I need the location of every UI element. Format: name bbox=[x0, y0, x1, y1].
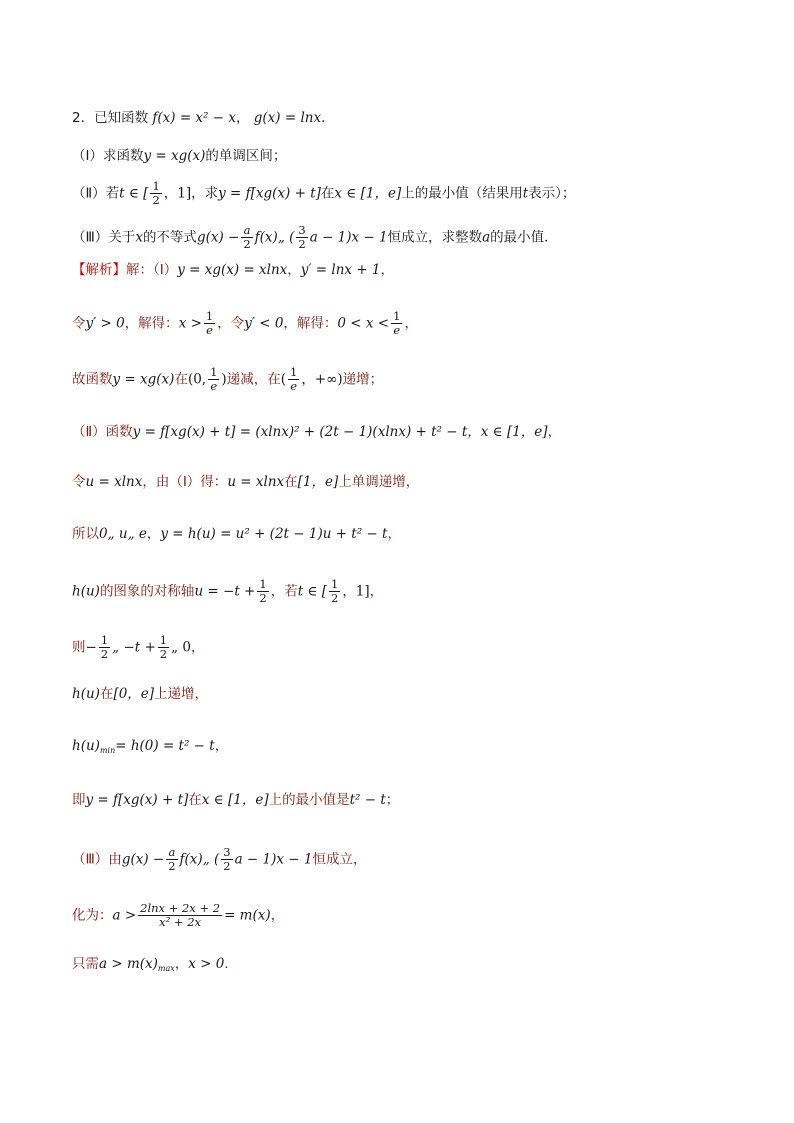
math-var: a bbox=[482, 229, 491, 246]
math-expr: u = −t + bbox=[194, 583, 256, 600]
solution-line-9 bbox=[72, 684, 208, 704]
solution-text: 上的最小值是 bbox=[268, 792, 350, 808]
solution-text: 故函数 bbox=[72, 371, 113, 388]
math-expr: 0 < x < bbox=[337, 315, 390, 332]
solution-line-7 bbox=[72, 578, 383, 605]
denominator: e bbox=[206, 323, 213, 337]
fraction bbox=[221, 846, 232, 873]
fraction bbox=[99, 634, 110, 661]
solution-line-11 bbox=[72, 790, 399, 810]
solution-text: 的图象的对称轴 bbox=[99, 583, 195, 600]
solution-text: （Ⅲ）由 bbox=[72, 851, 122, 868]
solution-text: ，若 bbox=[270, 583, 298, 600]
fraction bbox=[296, 224, 307, 251]
separator: ， bbox=[270, 907, 285, 924]
part-text: 的最小值． bbox=[490, 229, 558, 246]
numerator: 1 bbox=[289, 365, 298, 379]
math-expr: h(u) bbox=[72, 738, 100, 754]
numerator: 3 bbox=[298, 223, 306, 237]
solution-line-3 bbox=[72, 366, 383, 393]
fraction bbox=[158, 634, 169, 661]
solution-text: （Ⅱ）函数 bbox=[72, 424, 133, 440]
denominator: 2 bbox=[223, 859, 231, 873]
solution-text: 即 bbox=[72, 792, 86, 808]
denominator: 2 bbox=[330, 591, 339, 605]
solution-line-14 bbox=[72, 954, 238, 979]
part-text: 恒成立，求整数 bbox=[387, 229, 483, 246]
fraction bbox=[138, 902, 222, 929]
math-expr: y′ = lnx + 1 bbox=[300, 262, 381, 278]
solution-text: ，解得： bbox=[283, 315, 338, 332]
math-expr: ( bbox=[280, 371, 286, 388]
part-text: 上的最小值（结果用 bbox=[401, 185, 523, 202]
solution-text: 在 bbox=[284, 474, 298, 490]
separator: ； bbox=[385, 792, 400, 808]
g-definition: g(x) = lnx bbox=[253, 110, 322, 126]
math-subscript: min bbox=[99, 746, 116, 755]
problem-part-1 bbox=[72, 146, 286, 166]
problem-part-2 bbox=[72, 180, 575, 207]
solution-text: 令 bbox=[72, 315, 86, 332]
solution-text: 递减，在 bbox=[226, 371, 281, 388]
numerator: 1 bbox=[330, 577, 339, 591]
solution-line-6 bbox=[72, 524, 401, 544]
separator: ， bbox=[387, 526, 401, 542]
solution-text: ，令 bbox=[217, 315, 245, 332]
denominator: e bbox=[290, 379, 298, 393]
part-text: 在 bbox=[320, 185, 335, 202]
solution-text: 恒成立， bbox=[312, 851, 367, 868]
solution-text: 在 bbox=[174, 371, 188, 388]
math-expr: g(x) − bbox=[196, 229, 240, 246]
solution-line-8 bbox=[72, 634, 204, 661]
denominator: 2 bbox=[168, 859, 176, 873]
separator: ， bbox=[404, 315, 418, 332]
denominator: 2 bbox=[243, 237, 251, 251]
solution-text: ，由（Ⅰ）得： bbox=[142, 474, 228, 490]
part-label: （Ⅰ） bbox=[72, 148, 103, 164]
solution-text: 上单调递增， bbox=[338, 474, 420, 490]
math-expr: y = xg(x) = xlnx bbox=[177, 262, 288, 278]
math-expr: y = f[xg(x) + t] bbox=[218, 185, 321, 202]
part-text: ，求 bbox=[191, 185, 219, 202]
math-expr: y = f[xg(x) + t] = (xlnx)² + (2t − 1)(xlnx) + t² − t bbox=[132, 424, 468, 440]
problem-statement bbox=[72, 108, 335, 128]
solution-line-5 bbox=[72, 472, 419, 492]
math-expr: „ −t + bbox=[112, 639, 156, 656]
math-expr: [1，e] bbox=[297, 474, 339, 490]
numerator: 1 bbox=[259, 577, 267, 591]
math-expr: ，1] bbox=[342, 583, 370, 600]
math-expr: t ∈ [ bbox=[297, 583, 327, 600]
numerator: 1 bbox=[152, 179, 160, 193]
math-expr: ，x ∈ [1，e] bbox=[467, 424, 548, 440]
solution-line-1 bbox=[72, 260, 394, 280]
math-expr: y = f[xg(x) + t] bbox=[85, 792, 189, 808]
denominator: 2 bbox=[259, 591, 267, 605]
solution-text: 令 bbox=[72, 474, 86, 490]
solution-line-13 bbox=[72, 902, 284, 929]
denominator: x² + 2x bbox=[159, 915, 202, 929]
separator: ， bbox=[214, 738, 229, 754]
numerator: 1 bbox=[159, 633, 168, 647]
problem-part-3 bbox=[72, 224, 558, 251]
part-label: （Ⅱ） bbox=[72, 185, 106, 202]
separator: ， bbox=[235, 110, 250, 126]
math-expr: y = xg(x) bbox=[143, 148, 206, 164]
solution-text: 所以 bbox=[72, 526, 99, 542]
separator: ， bbox=[287, 262, 301, 278]
solution-text: 递增； bbox=[342, 371, 384, 388]
math-expr: ) bbox=[221, 371, 227, 388]
numerator: a bbox=[166, 846, 177, 860]
problem-number: 2． bbox=[72, 110, 95, 126]
solution-text: ，解得： bbox=[124, 315, 179, 332]
fraction bbox=[391, 310, 402, 337]
math-expr: − bbox=[85, 639, 97, 656]
solution-header: 【解析】 bbox=[72, 262, 126, 278]
problem-given-text: 已知函数 bbox=[94, 110, 149, 126]
denominator: 2 bbox=[100, 647, 109, 661]
fraction bbox=[166, 846, 177, 873]
solution-text: 在 bbox=[188, 792, 202, 808]
solution-text: 则 bbox=[72, 639, 86, 656]
part-text: 求函数 bbox=[102, 148, 144, 164]
math-var: x bbox=[135, 229, 143, 246]
fraction bbox=[208, 366, 219, 393]
fraction bbox=[288, 366, 299, 393]
fraction bbox=[329, 578, 340, 605]
part-text: 的不等式 bbox=[142, 229, 197, 246]
math-expr: a > bbox=[112, 907, 137, 924]
fraction bbox=[150, 180, 161, 207]
numerator: 3 bbox=[223, 845, 231, 859]
math-expr: g(x) − bbox=[121, 851, 165, 868]
math-expr: ，1] bbox=[163, 185, 192, 202]
denominator: e bbox=[393, 323, 401, 337]
denominator: 2 bbox=[152, 193, 160, 207]
solution-line-4 bbox=[72, 422, 561, 442]
math-expr: ，+∞) bbox=[301, 371, 343, 388]
math-expr: y = h(u) = u² + (2t − 1)u + t² − t bbox=[160, 526, 388, 542]
math-expr: = h(0) = t² − t bbox=[115, 738, 215, 754]
separator: ， bbox=[146, 526, 161, 542]
math-subscript: max bbox=[157, 964, 175, 973]
solution-text: 在 bbox=[99, 686, 114, 702]
math-expr: a − 1)x − 1 bbox=[309, 229, 388, 246]
numerator: 1 bbox=[205, 309, 214, 323]
math-expr: y′ > 0 bbox=[85, 315, 125, 332]
math-expr: (0, bbox=[187, 371, 207, 388]
numerator: 1 bbox=[393, 309, 401, 323]
part-text: 关于 bbox=[108, 229, 136, 246]
solution-line-2 bbox=[72, 310, 418, 337]
numerator: 1 bbox=[210, 365, 218, 379]
math-expr: f(x)„ ( bbox=[254, 229, 295, 246]
math-expr: t² − t bbox=[349, 792, 386, 808]
denominator: e bbox=[210, 379, 218, 393]
separator: ， bbox=[190, 639, 205, 656]
math-expr: a > m(x) bbox=[99, 956, 158, 972]
math-expr: a − 1)x − 1 bbox=[234, 851, 313, 868]
fraction bbox=[257, 578, 268, 605]
math-expr: t ∈ [ bbox=[119, 185, 149, 202]
math-expr: x > 0 bbox=[188, 956, 225, 972]
math-var: t bbox=[522, 185, 529, 202]
math-expr: h(u) bbox=[72, 686, 100, 702]
math-expr: u = xlnx bbox=[85, 474, 143, 490]
denominator: 2 bbox=[159, 647, 168, 661]
part-text: 若 bbox=[105, 185, 120, 202]
math-expr: x ∈ [1，e] bbox=[201, 792, 269, 808]
fraction bbox=[204, 310, 215, 337]
solution-text: 上递增， bbox=[154, 686, 209, 702]
numerator: 2lnx + 2x + 2 bbox=[140, 901, 221, 915]
fraction bbox=[241, 224, 252, 251]
numerator: a bbox=[241, 224, 252, 238]
part-text: 表示）； bbox=[528, 185, 576, 202]
f-definition: f(x) = x² − x bbox=[152, 110, 236, 126]
math-expr: y′ < 0 bbox=[244, 315, 284, 332]
math-expr: y = xg(x) bbox=[112, 371, 175, 388]
math-expr: x > bbox=[178, 315, 202, 332]
denominator: 2 bbox=[298, 237, 306, 251]
separator: ， bbox=[547, 424, 562, 440]
math-expr: 0„ u„ e bbox=[99, 526, 147, 542]
period: ． bbox=[321, 110, 335, 126]
math-expr: u = xlnx bbox=[227, 474, 285, 490]
solution-text: 化为： bbox=[72, 907, 113, 924]
solution-line-12 bbox=[72, 846, 366, 873]
separator: ， bbox=[369, 583, 384, 600]
math-expr: [0，e] bbox=[113, 686, 155, 702]
period: ． bbox=[224, 956, 238, 972]
math-expr: = m(x) bbox=[224, 907, 271, 924]
solution-line-10 bbox=[72, 736, 228, 761]
solution-text: 解：（Ⅰ） bbox=[126, 262, 178, 278]
math-expr: f(x)„ ( bbox=[179, 851, 220, 868]
solution-text: 只需 bbox=[72, 956, 99, 972]
separator: ， bbox=[174, 956, 189, 972]
math-expr: h(u) bbox=[72, 583, 100, 600]
part-label: （Ⅲ） bbox=[72, 229, 109, 246]
math-expr: „ 0 bbox=[171, 639, 191, 656]
separator: ， bbox=[380, 262, 394, 278]
math-expr: x ∈ [1，e] bbox=[334, 185, 402, 202]
part-text: 的单调区间； bbox=[205, 148, 287, 164]
numerator: 1 bbox=[100, 633, 109, 647]
